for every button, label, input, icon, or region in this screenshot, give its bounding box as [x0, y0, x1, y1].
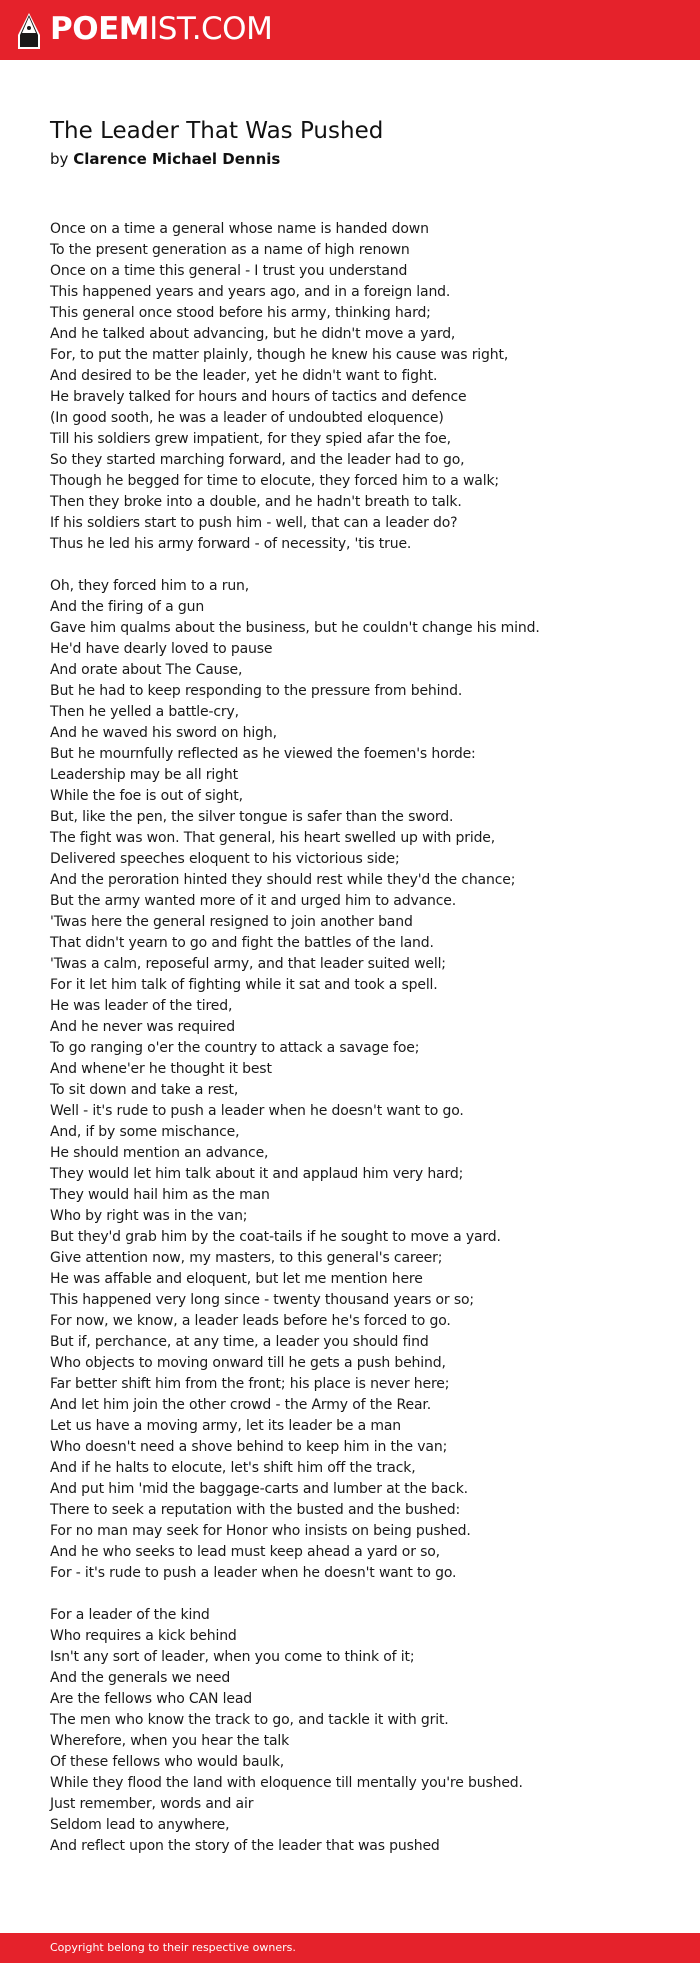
- poem-line: Once on a time this general - I trust you understand: [50, 263, 408, 279]
- poem-line: For it let him talk of fighting while it sat and took a spell.: [50, 977, 438, 993]
- poem-line: He should mention an advance,: [50, 1145, 269, 1161]
- poem-line: And the peroration hinted they should rest while they'd the chance;: [50, 872, 516, 888]
- poem-line: He bravely talked for hours and hours of tactics and defence: [50, 389, 467, 405]
- poem-line: For a leader of the kind: [50, 1607, 210, 1623]
- poem-line: Well - it's rude to push a leader when he doesn't want to go.: [50, 1103, 464, 1119]
- poem-line: Then they broke into a double, and he hadn't breath to talk.: [50, 494, 462, 510]
- poem-line: Who doesn't need a shove behind to keep him in the van;: [50, 1439, 448, 1455]
- poem-line: This happened years and years ago, and in a foreign land.: [50, 284, 451, 300]
- poem-line: And the firing of a gun: [50, 599, 205, 615]
- poem-line: But they'd grab him by the coat-tails if he sought to move a yard.: [50, 1229, 501, 1245]
- poem-line: 'Twas here the general resigned to join another band: [50, 914, 413, 930]
- logo-light-text: IST.COM: [149, 11, 273, 47]
- poem-line: The fight was won. That general, his heart swelled up with pride,: [50, 830, 496, 846]
- poem-line: Till his soldiers grew impatient, for they spied afar the foe,: [50, 431, 451, 447]
- poem-line: And let him join the other crowd - the Army of the Rear.: [50, 1397, 431, 1413]
- poem-line: And he waved his sword on high,: [50, 725, 277, 741]
- byline-prefix: by: [50, 150, 69, 168]
- poem-stanza: [50, 1605, 670, 1857]
- poem-line: Once on a time a general whose name is handed down: [50, 221, 429, 237]
- poem-line: And, if by some mischance,: [50, 1124, 240, 1140]
- poem-line: And reflect upon the story of the leader that was pushed: [50, 1838, 440, 1854]
- poem-line: For - it's rude to push a leader when he doesn't want to go.: [50, 1565, 457, 1581]
- poem-line: This general once stood before his army, thinking hard;: [50, 305, 431, 321]
- poem-line: Who by right was in the van;: [50, 1208, 248, 1224]
- poem-line: And orate about The Cause,: [50, 662, 243, 678]
- poem-stanza: [50, 576, 670, 1584]
- poem-line: And if he halts to elocute, let's shift him off the track,: [50, 1460, 416, 1476]
- byline: [50, 148, 280, 170]
- poem-line: Oh, they forced him to a run,: [50, 578, 250, 594]
- poem-line: Then he yelled a battle-cry,: [50, 704, 239, 720]
- poem-line: This happened very long since - twenty thousand years or so;: [50, 1292, 474, 1308]
- poem-line: He was affable and eloquent, but let me mention here: [50, 1271, 423, 1287]
- poem-line: He'd have dearly loved to pause: [50, 641, 273, 657]
- poem-line: While they flood the land with eloquence till mentally you're bushed.: [50, 1775, 523, 1791]
- poem-line: But he mournfully reflected as he viewed the foemen's horde:: [50, 746, 476, 762]
- poem-title: The Leader That Was Pushed: [50, 118, 384, 144]
- poem-line: Thus he led his army forward - of necessity, 'tis true.: [50, 536, 412, 552]
- poem-line: Who objects to moving onward till he gets a push behind,: [50, 1355, 446, 1371]
- poem-line: And desired to be the leader, yet he didn't want to fight.: [50, 368, 438, 384]
- poem-line: But he had to keep responding to the pressure from behind.: [50, 683, 463, 699]
- poem-line: Far better shift him from the front; his place is never here;: [50, 1376, 450, 1392]
- poem-line: For, to put the matter plainly, though he knew his cause was right,: [50, 347, 509, 363]
- poem-line: To the present generation as a name of high renown: [50, 242, 410, 258]
- poem-line: Seldom lead to anywhere,: [50, 1817, 230, 1833]
- poem-line: They would let him talk about it and applaud him very hard;: [50, 1166, 464, 1182]
- poem-line: The men who know the track to go, and tackle it with grit.: [50, 1712, 449, 1728]
- poem-line: To go ranging o'er the country to attack a savage foe;: [50, 1040, 420, 1056]
- poem-line: Delivered speeches eloquent to his victorious side;: [50, 851, 400, 867]
- site-logo[interactable]: [50, 9, 272, 49]
- poem-line: Leadership may be all right: [50, 767, 238, 783]
- poem-line: Give attention now, my masters, to this general's career;: [50, 1250, 443, 1266]
- poem-line: And he talked about advancing, but he didn't move a yard,: [50, 326, 456, 342]
- poem-line: That didn't yearn to go and fight the battles of the land.: [50, 935, 434, 951]
- logo-bold-text: POEM: [50, 11, 150, 47]
- poem-line: For no man may seek for Honor who insists on being pushed.: [50, 1523, 471, 1539]
- poem-line: Who requires a kick behind: [50, 1628, 237, 1644]
- poem-line: While the foe is out of sight,: [50, 788, 243, 804]
- site-footer: [0, 1933, 700, 1963]
- poem-line: (In good sooth, he was a leader of undoubted eloquence): [50, 410, 444, 426]
- poem-line: To sit down and take a rest,: [50, 1082, 239, 1098]
- poem-line: Let us have a moving army, let its leader be a man: [50, 1418, 401, 1434]
- poem-line: And he who seeks to lead must keep ahead a yard or so,: [50, 1544, 440, 1560]
- poem-stanza: [50, 219, 670, 555]
- poem-line: And he never was required: [50, 1019, 235, 1035]
- copyright-notice: Copyright belong to their respective owners.: [50, 1941, 296, 1954]
- poem-line: And the generals we need: [50, 1670, 231, 1686]
- poem-line: Gave him qualms about the business, but he couldn't change his mind.: [50, 620, 540, 636]
- poem-line: For now, we know, a leader leads before he's forced to go.: [50, 1313, 451, 1329]
- poem-line: Wherefore, when you hear the talk: [50, 1733, 290, 1749]
- poem-line: And put him 'mid the baggage-carts and lumber at the back.: [50, 1481, 468, 1497]
- poem-line: Are the fellows who CAN lead: [50, 1691, 252, 1707]
- poem-line: And whene'er he thought it best: [50, 1061, 272, 1077]
- author-name: Clarence Michael Dennis: [73, 150, 281, 168]
- poem-line: Of these fellows who would baulk,: [50, 1754, 285, 1770]
- poem-line: Isn't any sort of leader, when you come to think of it;: [50, 1649, 415, 1665]
- pen-nib-icon: [16, 11, 42, 51]
- poem-line: He was leader of the tired,: [50, 998, 233, 1014]
- poem-line: So they started marching forward, and the leader had to go,: [50, 452, 465, 468]
- poem-line: They would hail him as the man: [50, 1187, 270, 1203]
- poem-line: If his soldiers start to push him - well, that can a leader do?: [50, 515, 458, 531]
- poem-line: But if, perchance, at any time, a leader you should find: [50, 1334, 429, 1350]
- poem-body: [50, 219, 670, 1878]
- site-header: [0, 0, 700, 60]
- poem-line: 'Twas a calm, reposeful army, and that leader suited well;: [50, 956, 446, 972]
- poem-line: But, like the pen, the silver tongue is safer than the sword.: [50, 809, 454, 825]
- poem-line: There to seek a reputation with the busted and the bushed:: [50, 1502, 461, 1518]
- poem-line: Just remember, words and air: [50, 1796, 254, 1812]
- poem-line: Though he begged for time to elocute, they forced him to a walk;: [50, 473, 499, 489]
- poem-line: But the army wanted more of it and urged him to advance.: [50, 893, 457, 909]
